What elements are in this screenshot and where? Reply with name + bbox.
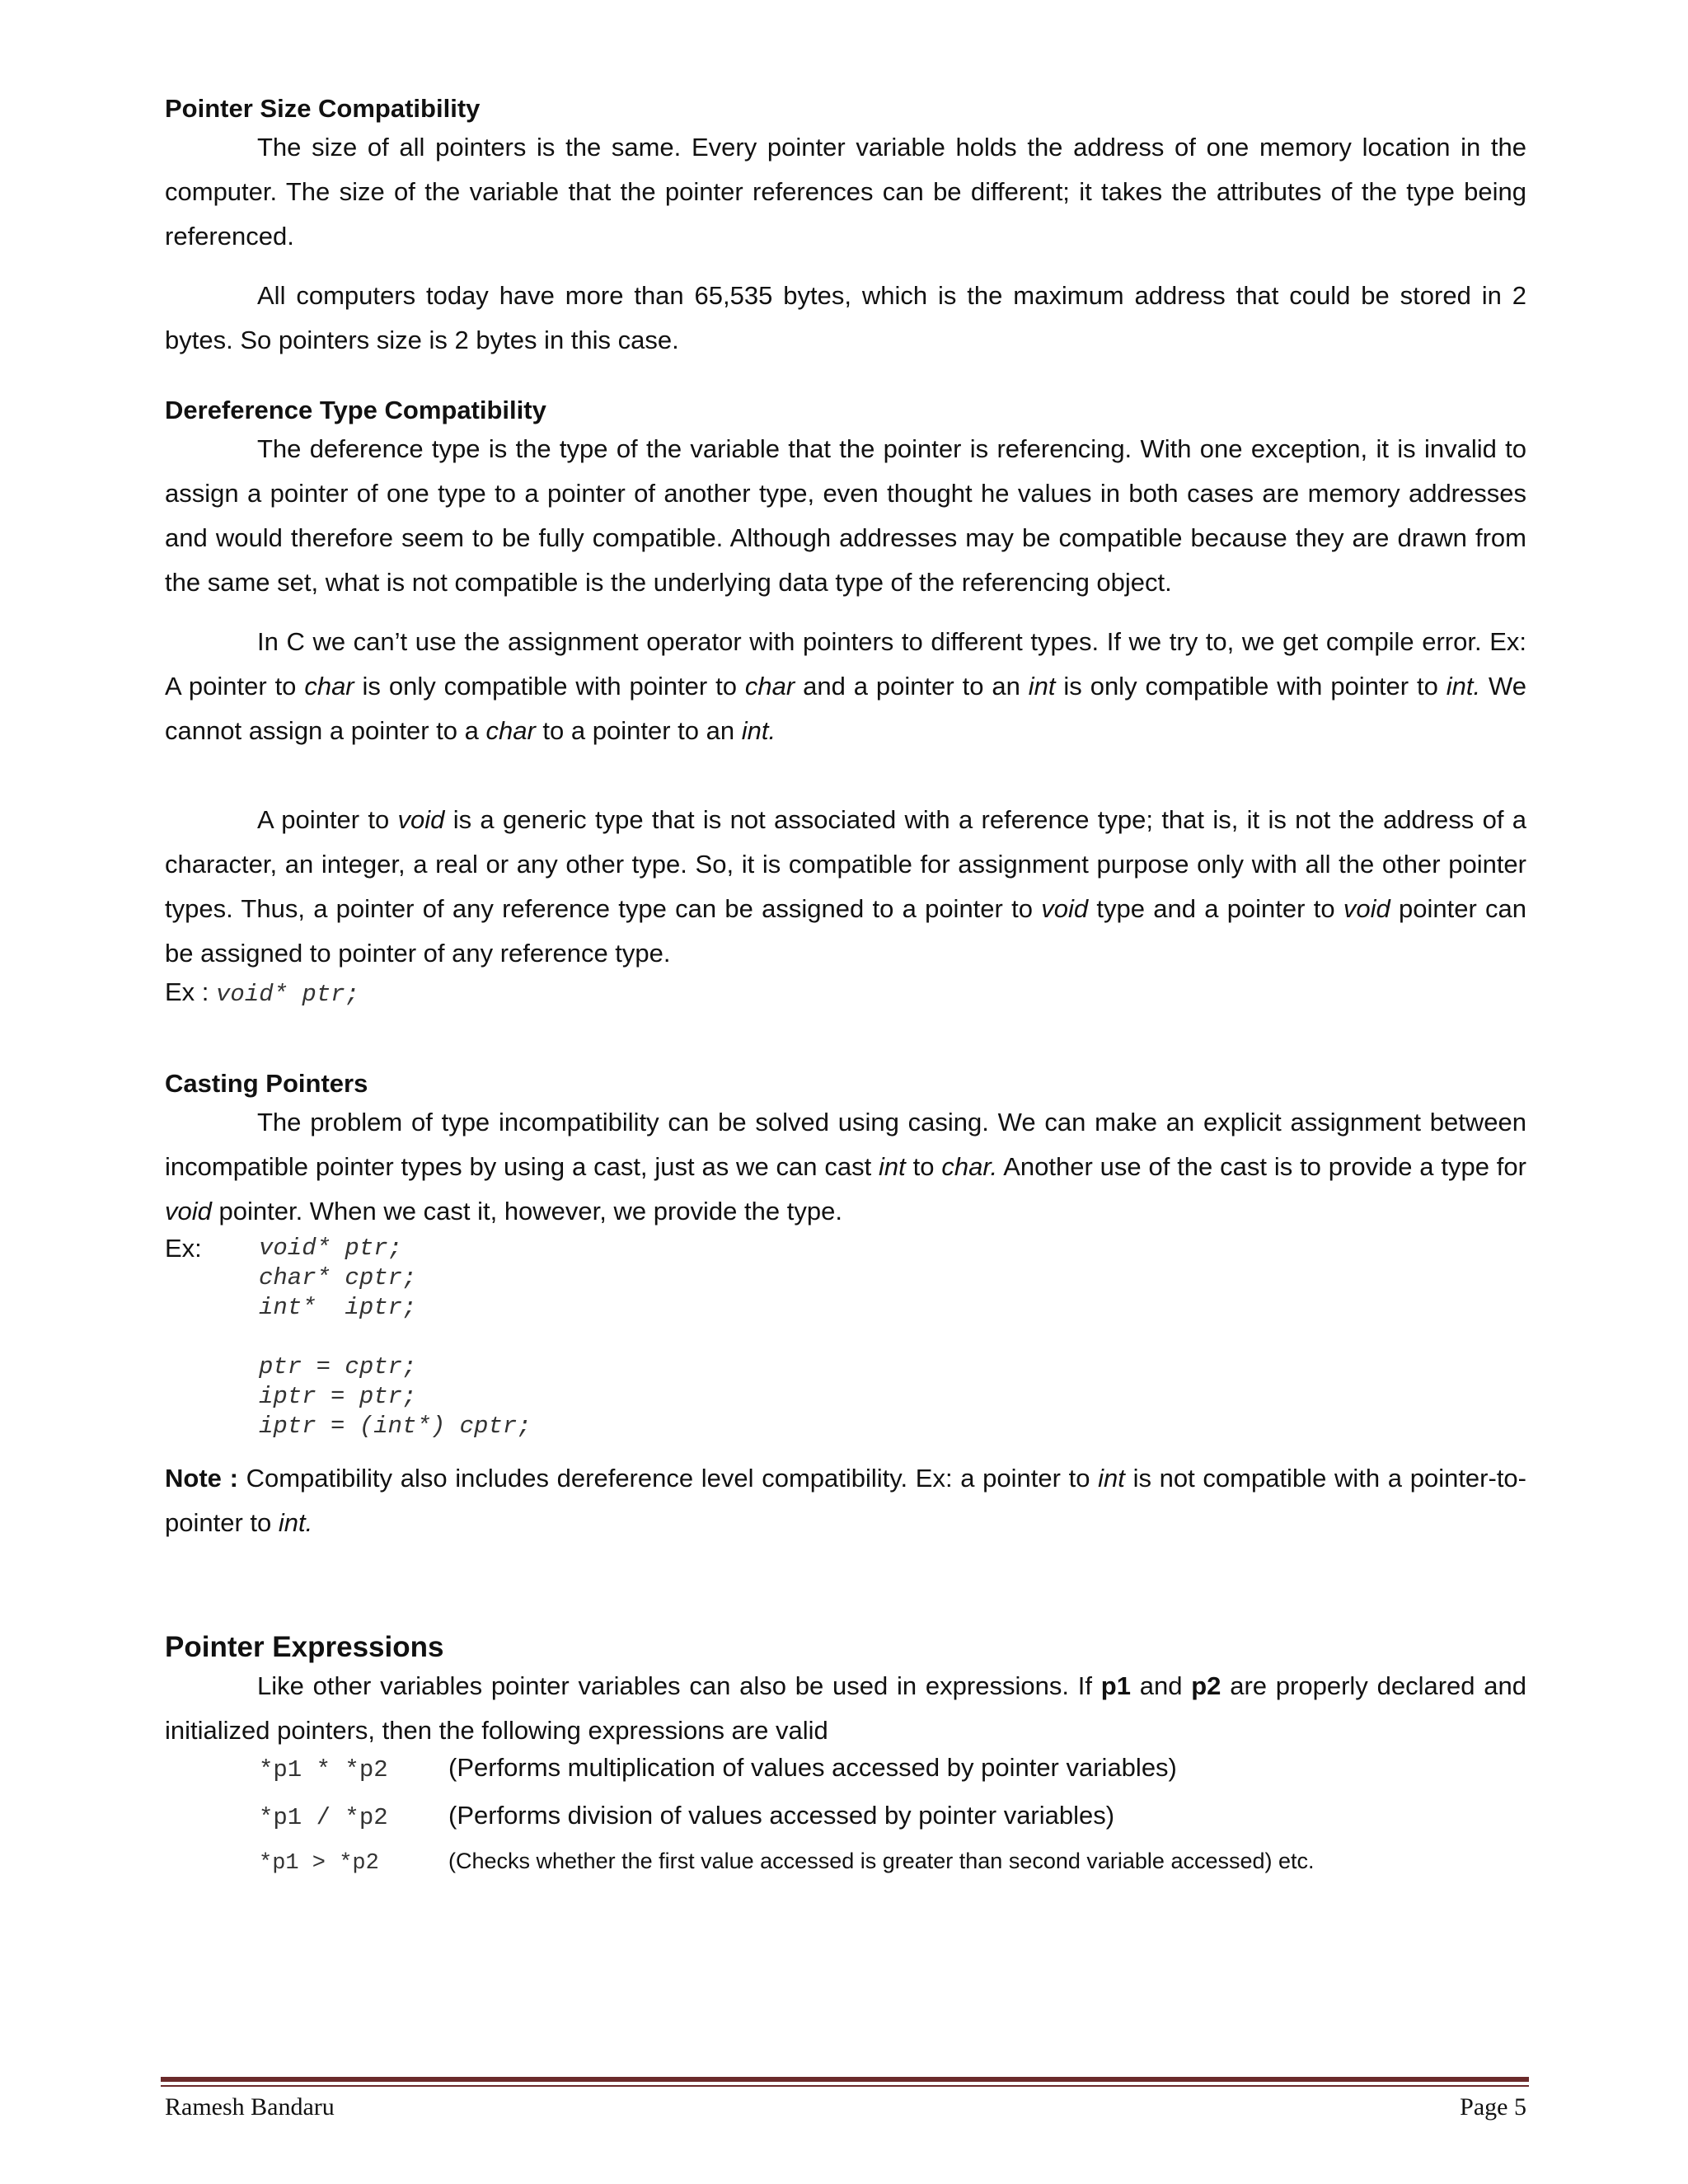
paragraph-size-2: All computers today have more than 65,535 bytes, which is the maximum address that could be stored in 2 bytes. So pointers size is 2 bytes in this case.	[165, 281, 1526, 354]
expression-description: (Performs division of values accessed by pointer variables)	[448, 1801, 1115, 1830]
footer-rule-thin	[161, 2085, 1529, 2087]
footer-page-number: Page 5	[1460, 2093, 1526, 2121]
document-page	[165, 92, 1526, 1896]
expression-description: (Checks whether the first value accessed is greater than second variable accessed) etc.	[448, 1849, 1315, 1873]
expression-code: *p1 * *p2	[259, 1756, 388, 1783]
note-paragraph: Note : Compatibility also includes dereference level compatibility. Ex: a pointer to int is not compatible with a pointer-to-pointer to int.	[165, 1464, 1526, 1537]
footer-author: Ramesh Bandaru	[165, 2093, 335, 2121]
section-heading-deref: Dereference Type Compatibility	[165, 396, 546, 424]
example-label: Ex:	[165, 1234, 202, 1263]
section-heading-size: Pointer Size Compatibility	[165, 94, 481, 123]
casting-example	[165, 1234, 1526, 1441]
expression-row	[259, 1849, 1526, 1896]
expression-description: (Performs multiplication of values accessed by pointer variables)	[448, 1753, 1177, 1782]
expression-code: *p1 / *p2	[259, 1804, 388, 1831]
expression-row	[259, 1753, 1526, 1801]
footer-rule	[161, 2077, 1529, 2082]
paragraph-deref-3: A pointer to void is a generic type that is not associated with a reference type; that is, it is not the address of a character, an integer, a real or any other type. So, it is compatible for assignment purpose only with all the other pointer types. Thus, a pointer of any reference type can be assigned to a pointer to void type and a pointer to void pointer can be assigned to pointer of any reference type.	[165, 805, 1526, 968]
expression-code: *p1 > *p2	[259, 1851, 379, 1876]
example-void-ptr: Ex : void* ptr;	[165, 977, 360, 1008]
section-heading-casting: Casting Pointers	[165, 1069, 368, 1098]
note-label: Note :	[165, 1464, 246, 1493]
paragraph-casting-1: The problem of type incompatibility can be solved using casing. We can make an explicit assignment between incompatible pointer types by using a cast, just as we can cast int to char. Another use of the cast is to provide a type for void pointer. When we cast it, however, we provide the type.	[165, 1108, 1526, 1226]
expression-row	[259, 1801, 1526, 1849]
paragraph-expressions-1: Like other variables pointer variables can also be used in expressions. If p1 and p2 are properly declared and initialized pointers, then the following expressions are valid	[165, 1671, 1527, 1745]
code-block: void* ptr; char* cptr; int* iptr; ptr = cptr; iptr = ptr; iptr = (int*) cptr;	[259, 1235, 532, 1440]
section-heading-expressions: Pointer Expressions	[165, 1631, 444, 1663]
paragraph-size-1: The size of all pointers is the same. Every pointer variable holds the address of one memory location in the computer. The size of the variable that the pointer references can be different; it takes the attributes of the type being referenced.	[165, 133, 1526, 251]
paragraph-deref-2: In C we can’t use the assignment operator with pointers to different types. If we try to, we get compile error. Ex: A pointer to char is only compatible with pointer to char and a pointer to an int is only compatible with pointer to int. We cannot assign a pointer to a char to a pointer to an int.	[165, 627, 1526, 745]
expression-list	[165, 1753, 1526, 1896]
paragraph-deref-1: The deference type is the type of the variable that the pointer is referencing. With one exception, it is invalid to assign a pointer of one type to a pointer of another type, even thought he values in both cases are memory addresses and would therefore seem to be fully compatible. Although addresses may be compatible because they are drawn from the same set, what is not compatible is the underlying data type of the referencing object.	[165, 434, 1526, 597]
